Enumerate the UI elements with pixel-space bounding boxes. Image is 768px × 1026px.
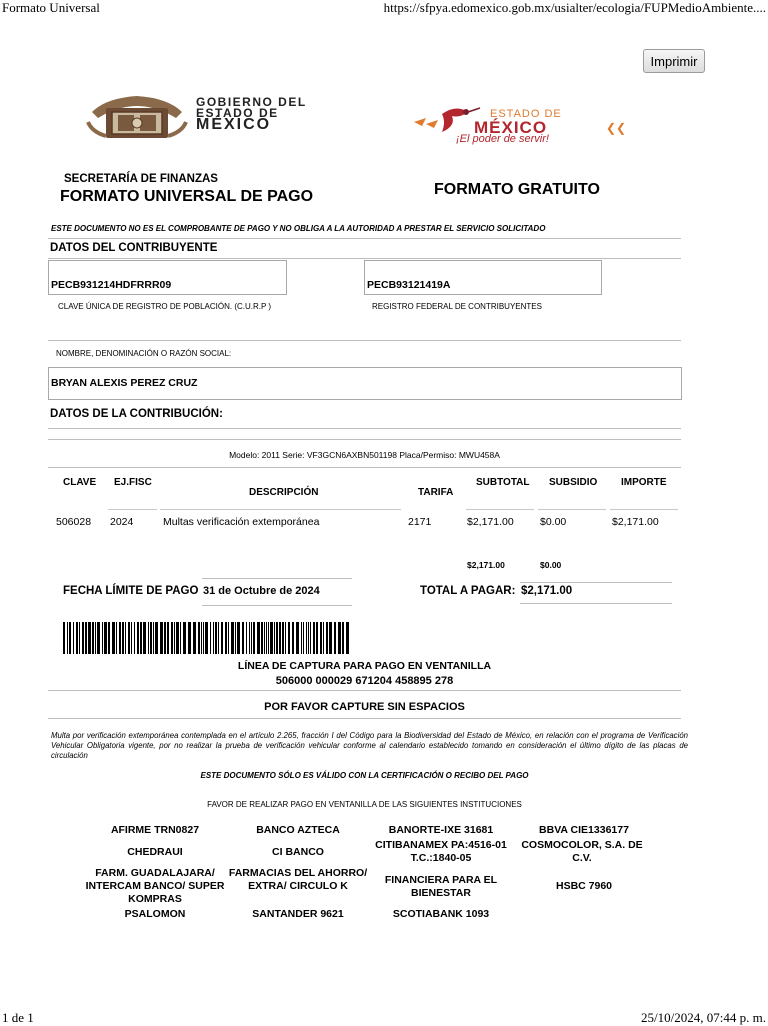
bank-item: BANCO AZTECA bbox=[256, 824, 340, 836]
header-underline bbox=[108, 509, 157, 510]
divider bbox=[48, 238, 681, 239]
barcode-icon bbox=[63, 622, 353, 654]
divider bbox=[48, 428, 681, 429]
page-title: Formato Universal bbox=[2, 0, 100, 15]
row-importe: $2,171.00 bbox=[612, 516, 659, 528]
validity-note: ESTE DOCUMENTO SÓLO ES VÁLIDO CON LA CERTIFICACIÓN O RECIBO DEL PAGO bbox=[200, 771, 529, 780]
divider bbox=[48, 467, 681, 468]
total-subsidio: $0.00 bbox=[540, 560, 562, 570]
bank-item: BBVA CIE1336177 bbox=[539, 824, 629, 836]
divider bbox=[202, 578, 352, 579]
col-header-descripcion: DESCRIPCIÓN bbox=[249, 487, 319, 498]
formato-gratuito-title: FORMATO GRATUITO bbox=[434, 181, 600, 198]
total-subtotal: $2,171.00 bbox=[467, 560, 505, 570]
bank-item: CHEDRAUI bbox=[127, 846, 183, 858]
bank-item: FARMACIAS DEL AHORRO/ EXTRA/ CIRCULO K bbox=[228, 867, 368, 892]
gov-logo-line1: GOBIERNO DEL bbox=[196, 95, 307, 109]
col-header-subsidio: SUBSIDIO bbox=[549, 477, 598, 488]
rfc-value: PECB93121419A bbox=[367, 279, 451, 291]
header-underline bbox=[538, 509, 606, 510]
row-tarifa: 2171 bbox=[408, 516, 432, 528]
contribucion-section-title: DATOS DE LA CONTRIBUCIÓN: bbox=[50, 408, 223, 420]
secretaria-label: SECRETARÍA DE FINANZAS bbox=[64, 173, 218, 185]
divider bbox=[48, 718, 681, 719]
col-header-subtotal: SUBTOTAL bbox=[476, 477, 530, 488]
bank-item: SCOTIABANK 1093 bbox=[392, 908, 490, 920]
state-logo-line1: ESTADO DE bbox=[490, 108, 562, 120]
divider bbox=[48, 690, 681, 691]
curp-label: CLAVE ÚNICA DE REGISTRO DE POBLACIÓN. (C.U.R.P ) bbox=[58, 302, 272, 311]
print-datetime: 25/10/2024, 07:44 p. m. bbox=[641, 1010, 766, 1025]
divider bbox=[202, 605, 352, 606]
total-pagar-label: TOTAL A PAGAR: bbox=[420, 585, 516, 597]
formato-universal-title: FORMATO UNIVERSAL DE PAGO bbox=[60, 188, 314, 205]
divider bbox=[48, 439, 681, 440]
state-logo-chevrons-icon: ❮❮ bbox=[606, 121, 627, 135]
divider bbox=[520, 603, 672, 604]
col-header-importe: IMPORTE bbox=[621, 477, 667, 488]
legal-text: Multa por verificación extemporánea contemplada en el artículo 2.265, fracción I del Código para la Biodiversidad del Estado de México, en relación con el programa de Verificación Vehicular Obligatoria vigente, por no realizar la prueba de verificación vehicular conforme al calendario establecido tomando en consideración el último dígito de las placas de circulación bbox=[51, 731, 688, 760]
state-logo-line2: MÉXICO bbox=[474, 118, 548, 137]
divider bbox=[48, 340, 681, 341]
header-underline bbox=[610, 509, 678, 510]
bank-item: FARM. GUADALAJARA/ INTERCAM BANCO/ SUPER KOMPRAS bbox=[85, 867, 225, 905]
divider bbox=[48, 258, 681, 259]
rfc-label: REGISTRO FEDERAL DE CONTRIBUYENTES bbox=[372, 302, 542, 311]
bank-item: PSALOMON bbox=[124, 908, 186, 920]
institutions-title: FAVOR DE REALIZAR PAGO EN VENTANILLA DE LAS SIGUIENTES INSTITUCIONES bbox=[207, 800, 522, 809]
header-underline bbox=[160, 509, 401, 510]
page-url[interactable]: https://sfpya.edomexico.gob.mx/usialter/ecologia/FUPMedioAmbiente.... bbox=[383, 0, 766, 15]
gov-coat-of-arms-icon bbox=[86, 92, 188, 140]
col-header-clave: CLAVE bbox=[63, 477, 97, 488]
bank-item: FINANCIERA PARA EL BIENESTAR bbox=[384, 874, 498, 899]
print-button[interactable]: Imprimir bbox=[643, 49, 705, 73]
disclaimer-text: ESTE DOCUMENTO NO ES EL COMPROBANTE DE PAGO Y NO OBLIGA A LA AUTORIDAD A PRESTAR EL SERVICIO SOLICITADO bbox=[51, 224, 546, 233]
bank-item: CITIBANAMEX PA:4516-01 T.C.:1840-05 bbox=[375, 839, 507, 864]
bank-item: BANORTE-IXE 31681 bbox=[388, 824, 494, 836]
curp-value: PECB931214HDFRRR09 bbox=[51, 279, 172, 291]
row-descripcion: Multas verificación extemporánea bbox=[163, 516, 320, 528]
captura-value: 506000 000029 671204 458895 278 bbox=[275, 675, 454, 687]
bank-item: HSBC 7960 bbox=[555, 880, 613, 892]
header-underline bbox=[466, 509, 534, 510]
captura-label: LÍNEA DE CAPTURA PARA PAGO EN VENTANILLA bbox=[237, 660, 492, 672]
captura-instruction: POR FAVOR CAPTURE SIN ESPACIOS bbox=[264, 701, 465, 713]
bank-item: COSMOCOLOR, S.A. DE C.V. bbox=[521, 839, 643, 864]
row-subtotal: $2,171.00 bbox=[467, 516, 514, 528]
bank-item: SANTANDER 9621 bbox=[252, 908, 344, 920]
gov-logo-line2: ESTADO DE bbox=[196, 106, 279, 120]
name-label: NOMBRE, DENOMINACIÓN O RAZÓN SOCIAL: bbox=[56, 349, 232, 358]
col-header-tarifa: TARIFA bbox=[418, 487, 454, 498]
fecha-limite-label: FECHA LÍMITE DE PAGO bbox=[63, 585, 199, 597]
row-subsidio: $0.00 bbox=[540, 516, 567, 528]
row-clave: 506028 bbox=[56, 516, 92, 528]
gov-logo-line3: MÉXICO bbox=[196, 116, 272, 133]
row-ejfisc: 2024 bbox=[110, 516, 134, 528]
name-value: BRYAN ALEXIS PEREZ CRUZ bbox=[51, 377, 198, 389]
divider bbox=[520, 582, 672, 583]
bank-item: CI BANCO bbox=[272, 846, 324, 858]
contribuyente-section-title: DATOS DEL CONTRIBUYENTE bbox=[50, 242, 218, 254]
col-header-ejfisc: EJ.FISC bbox=[114, 477, 152, 488]
state-logo-slogan: ¡El poder de servir! bbox=[456, 133, 549, 145]
page-count: 1 de 1 bbox=[2, 1010, 34, 1025]
bank-item: AFIRME TRN0827 bbox=[110, 824, 200, 836]
vehicle-info: Modelo: 2011 Serie: VF3GCN6AXBN501198 Placa/Permiso: MWU458A bbox=[229, 450, 500, 460]
total-pagar-value: $2,171.00 bbox=[521, 585, 573, 597]
fecha-limite-value: 31 de Octubre de 2024 bbox=[203, 585, 320, 597]
